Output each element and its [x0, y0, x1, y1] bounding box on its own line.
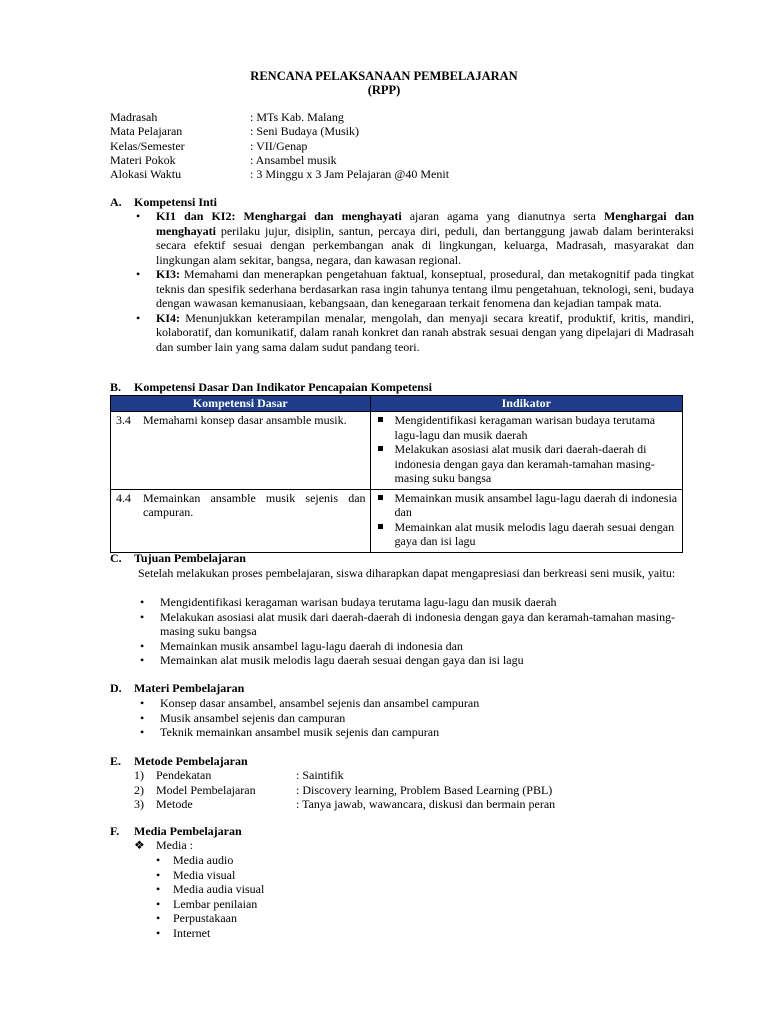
item-label: Model Pembelajaran [156, 782, 256, 797]
indicator-text: Memainkan musik ansambel lagu-lagu daerah di indonesia dan [394, 490, 678, 519]
item-number: 1) [134, 768, 144, 782]
section-title: Kompetensi Dasar Dan Indikator Pencapaian Kompetensi [134, 380, 432, 394]
list-item [134, 653, 694, 668]
bullet-icon: • [140, 710, 145, 725]
table-row [111, 412, 683, 490]
square-bullet-icon [378, 417, 383, 422]
bullet-icon: • [136, 310, 141, 325]
list-item-text: Musik ansambel sejenis dan campuran [160, 710, 346, 725]
square-bullet-icon [378, 446, 383, 451]
indicator-item [375, 491, 678, 520]
ki-item-3 [134, 267, 694, 311]
list-item-text: Memainkan alat musik melodis lagu daerah sesuai dengan gaya dan isi lagu [160, 653, 524, 667]
media-heading [134, 838, 193, 853]
meta-label: Materi Pokok [110, 153, 176, 167]
list-item-text: Memainkan musik ansambel lagu-lagu daerah di indonesia dan [160, 638, 463, 653]
indicator-text: Memainkan alat musik melodis lagu daerah sesuai dengan gaya dan isi lagu [394, 519, 675, 548]
media-label: Media : [156, 838, 193, 852]
section-letter: C. [110, 551, 122, 565]
ki-text: perilaku jujur, disiplin, santun, percaya diri, peduli, dan bertanggung jawab dalam berinteraksi secara efektif sesuai dengan perkembangan anak di lingkungan, keluarga, Madrasah, masyarakat dan lingkungan alam sekitar, bangsa, negara, dan kawasan regional. [156, 223, 694, 267]
kd-number: 3.4 [116, 413, 131, 427]
tujuan-list [134, 595, 694, 668]
list-item-text: Internet [173, 925, 211, 940]
kd-indicator-table [110, 395, 683, 553]
table-cell-indikator [370, 489, 682, 552]
list-item [130, 797, 690, 812]
ki-item-4 [134, 311, 694, 355]
table-cell-kd [111, 412, 371, 490]
item-label: Pendekatan [156, 768, 212, 782]
section-title: Kompetensi Inti [134, 195, 218, 209]
item-value: : Tanya jawab, wawancara, diskusi dan bermain peran [296, 797, 556, 811]
ki-item-1 [134, 209, 694, 267]
ki-lead: KI1 dan KI2: Menghargai dan menghayati [156, 209, 402, 223]
ki-lead: KI4: [156, 310, 180, 325]
bullet-icon: • [156, 896, 161, 911]
list-item [152, 868, 264, 883]
meta-row-materi-pokok [110, 153, 670, 168]
materi-list [134, 696, 694, 740]
section-title: Tujuan Pembelajaran [134, 551, 246, 565]
list-item-text: Media audia visual [173, 882, 265, 896]
list-item [152, 911, 264, 926]
ki-lead: Menghargai dan menghayati [156, 209, 695, 238]
section-title: Materi Pembelajaran [134, 681, 245, 695]
table-header-kd: Kompetensi Dasar [111, 396, 371, 412]
bullet-icon: • [136, 209, 141, 223]
bullet-icon: • [140, 609, 145, 624]
table-header-row [111, 396, 683, 412]
item-label: Metode [156, 797, 193, 811]
list-item-text: Media visual [173, 867, 236, 882]
ki-text: Memahami dan menerapkan pengetahuan faktual, konseptual, prosedural, dan metakognitif pada tingkat teknis dan spesifik sederhana berdasarkan rasa ingin tahunya tentang ilmu pengetahuan, teknologi, seni, budaya dengan wawasan kemanusiaan, kebangsaan, dan kenegaraan terkait fenomena dan kejadian tampak mata. [156, 267, 694, 310]
ki-list [134, 209, 694, 354]
bullet-icon: • [140, 638, 145, 653]
list-item [134, 725, 694, 740]
ki-text: ajaran agama yang dianutnya serta [401, 209, 604, 223]
section-e-heading [110, 754, 248, 769]
meta-row-mata-pelajaran [110, 124, 670, 139]
list-item-text: Teknik memainkan ansambel musik sejenis dan campuran [160, 725, 440, 739]
section-letter: F. [110, 824, 120, 838]
bullet-icon: • [156, 867, 161, 882]
section-f-heading [110, 824, 242, 839]
list-item [152, 882, 264, 897]
list-item [130, 783, 690, 798]
indicator-text: Mengidentifikasi keragaman warisan budaya terutama lagu-lagu dan musik daerah [394, 413, 656, 442]
section-d-heading [110, 681, 244, 696]
square-bullet-icon [378, 495, 383, 500]
bullet-icon: • [156, 925, 161, 940]
table-cell-kd [111, 489, 371, 552]
kd-number: 4.4 [116, 490, 131, 505]
section-c-heading [110, 551, 246, 566]
meta-label: Mata Pelajaran [110, 124, 183, 138]
media-list [152, 853, 264, 940]
bullet-icon: • [156, 911, 161, 925]
table-row [111, 489, 683, 552]
list-item [130, 768, 690, 783]
bullet-icon: • [140, 725, 145, 739]
table-cell-indikator [370, 412, 682, 490]
list-item-text: Konsep dasar ansambel, ansambel sejenis dan ansambel campuran [160, 696, 480, 710]
indicator-text: Melakukan asosiasi alat musik dari daerah-daerah di indonesia dengan gaya dan keramah-tamahan masing-masing suku bangsa [394, 442, 655, 485]
list-item [134, 639, 694, 654]
list-item-text: Mengidentifikasi keragaman warisan budaya terutama lagu-lagu dan musik daerah [160, 595, 557, 609]
doc-subtitle: (RPP) [367, 83, 401, 97]
bullet-icon: • [140, 653, 145, 667]
section-b-heading [110, 380, 432, 395]
ki-text: Menunjukkan keterampilan menalar, mengolah, dan menyaji secara kreatif, produktif, kritis, mandiri, kolaboratif, dan komunikatif, dalam ranah konkret dan ranah abstrak sesuai dengan yang dipelajari di Madrasah dan sumber lain yang sama dalam sudut pandang teori. [156, 310, 694, 354]
meta-row-alokasi-waktu [110, 167, 670, 182]
kd-text: Memahami konsep dasar ansamble musik. [143, 413, 347, 427]
meta-row-madrasah [110, 110, 670, 125]
item-number: 3) [134, 797, 144, 811]
table-header-indikator: Indikator [370, 396, 682, 412]
meta-row-kelas-semester [110, 139, 670, 154]
list-item-text: Melakukan asosiasi alat musik dari daerah-daerah di indonesia dengan gaya dan keramah-tamahan masing-masing suku bangsa [160, 609, 676, 638]
bullet-icon: • [156, 853, 161, 867]
section-letter: E. [110, 754, 122, 768]
square-bullet-icon [378, 524, 383, 529]
meta-value: : Seni Budaya (Musik) [250, 124, 359, 138]
section-letter: B. [110, 380, 122, 394]
bullet-icon: • [140, 696, 145, 710]
meta-value: : Ansambel musik [250, 153, 337, 167]
meta-value: : 3 Minggu x 3 Jam Pelajaran @40 Menit [250, 167, 450, 181]
metode-list [130, 768, 690, 812]
meta-label: Alokasi Waktu [110, 167, 182, 181]
list-item-text: Perpustakaan [173, 911, 237, 925]
list-item [134, 610, 694, 639]
tujuan-intro: Setelah melakukan proses pembelajaran, siswa diharapkan dapat mengapresiasi dan berkreasi seni musik, yaitu: [138, 566, 676, 580]
doc-title: RENCANA PELAKSANAAN PEMBELAJARAN [250, 69, 518, 83]
section-letter: A. [110, 195, 122, 209]
list-item-text: Media audio [173, 853, 234, 867]
meta-label: Madrasah [110, 110, 158, 124]
item-value: : Discovery learning, Problem Based Learning (PBL) [296, 782, 553, 797]
section-title: Metode Pembelajaran [134, 754, 248, 768]
section-letter: D. [110, 681, 122, 695]
kd-text: Memainkan ansamble musik sejenis dan campuran. [143, 490, 366, 519]
meta-label: Kelas/Semester [110, 139, 185, 153]
indicator-item [375, 442, 678, 486]
item-number: 2) [134, 782, 144, 797]
indicator-item [375, 520, 678, 549]
bullet-icon: • [140, 595, 145, 609]
ki-lead: KI3: [156, 267, 180, 281]
item-value: : Saintifik [296, 768, 344, 782]
list-item-text: Lembar penilaian [173, 896, 258, 911]
list-item [134, 595, 694, 610]
indicator-item [375, 413, 678, 442]
list-item [152, 897, 264, 912]
list-item [134, 711, 694, 726]
list-item [134, 696, 694, 711]
bullet-icon: • [156, 882, 161, 896]
section-a-heading [110, 195, 217, 210]
list-item [152, 853, 264, 868]
diamond-bullet-icon: ❖ [134, 838, 145, 852]
bullet-icon: • [136, 267, 141, 281]
section-title: Media Pembelajaran [134, 824, 242, 838]
meta-value: : MTs Kab. Malang [250, 110, 344, 124]
meta-value: : VII/Genap [250, 139, 308, 153]
list-item [152, 926, 264, 941]
